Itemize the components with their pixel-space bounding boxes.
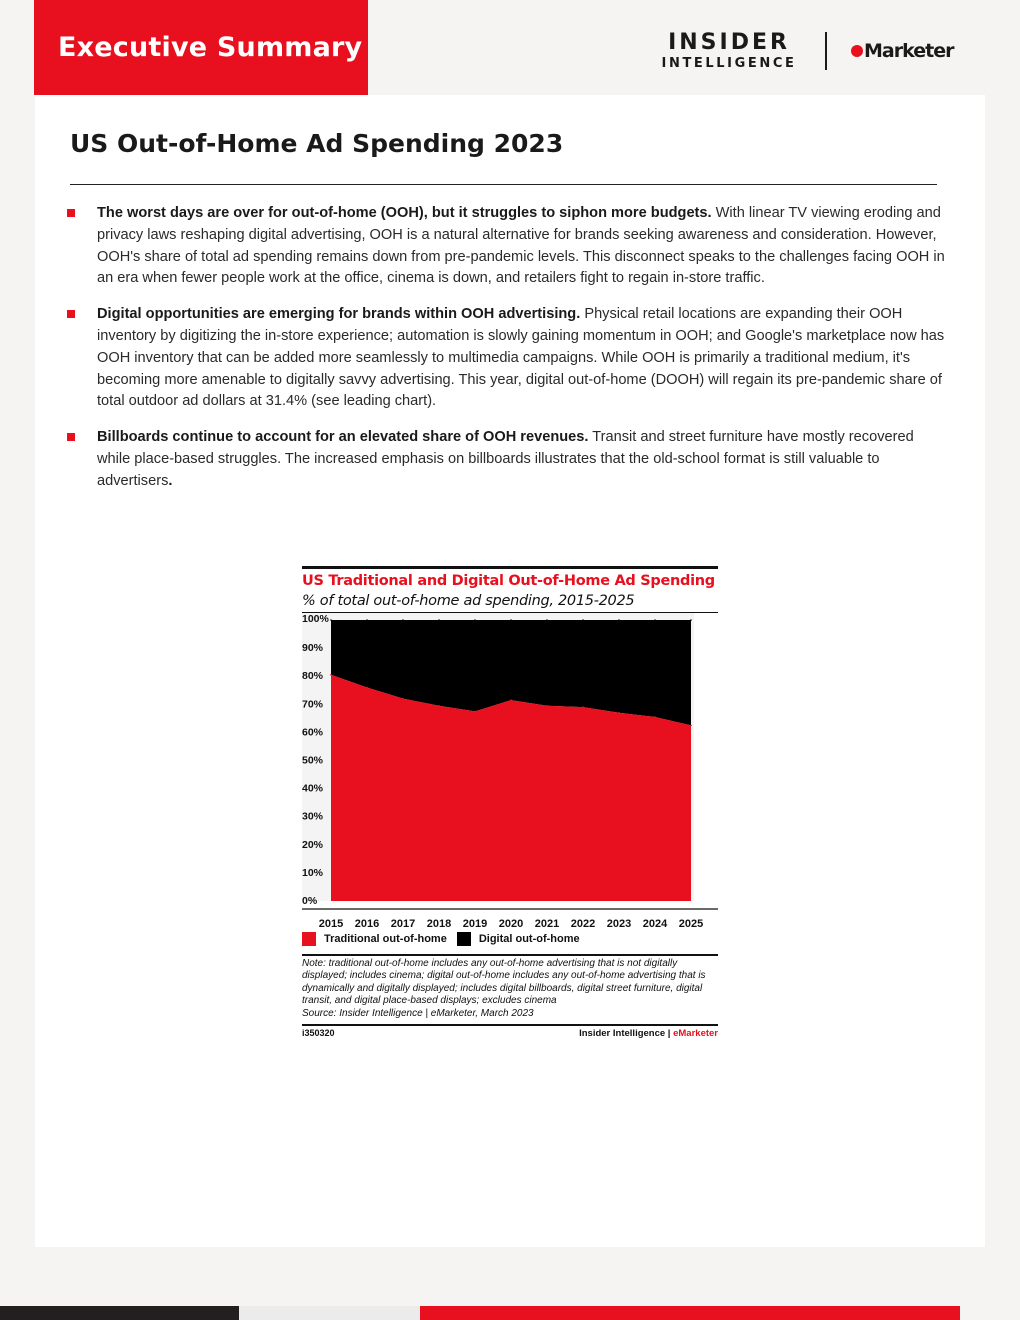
- y-tick-label: 50%: [302, 754, 324, 767]
- chart-credit: [579, 1028, 718, 1039]
- data-point-digital: [510, 619, 512, 621]
- x-tick-label: 2019: [462, 918, 488, 930]
- section-title: Executive Summary: [58, 32, 363, 63]
- chart-note-text: Note: traditional out-of-home includes any out-of-home advertising that is not digitally displayed; includes cinema; digital out-of-home includes any out-of-home advertising that is dynamically and digitally displayed; includes digital billboards, digital street furniture, digital transit, and digital place-based displays; excludes cinema: [302, 958, 706, 1007]
- bullet-heading: The worst days are over for out-of-home (OOH), but it struggles to siphon more budgets.: [97, 205, 712, 221]
- bullet-tail: .: [168, 472, 173, 489]
- x-tick-label: 2017: [390, 918, 416, 930]
- section-header-tab: [34, 0, 368, 95]
- bullet-item: [65, 427, 949, 492]
- data-point-traditional: [366, 687, 368, 689]
- note-top-rule: [302, 954, 718, 956]
- bullet-text: Transit and street furniture have mostly recovered while place-based struggles. The increased emphasis on billboards illustrates that the old-school format is still valuable to advertisers: [97, 429, 914, 489]
- footer-bar-dark: [0, 1306, 239, 1320]
- bullet-heading: Digital opportunities are emerging for brands within OOH advertising.: [97, 306, 581, 323]
- page-title: US Out-of-Home Ad Spending 2023: [70, 129, 564, 158]
- data-point-digital: [690, 619, 692, 621]
- y-tick-label: 80%: [302, 670, 324, 683]
- chart-figure: [302, 566, 718, 1041]
- y-tick-label: 40%: [302, 782, 324, 795]
- legend-label-digital: Digital out-of-home: [478, 933, 580, 945]
- x-tick-label: 2021: [534, 918, 560, 930]
- y-tick-label: 90%: [302, 642, 324, 655]
- data-point-traditional: [474, 711, 476, 713]
- bullet-item: [65, 304, 949, 413]
- title-divider: [70, 184, 937, 185]
- y-tick-label: 100%: [302, 613, 329, 625]
- data-point-digital: [654, 619, 656, 621]
- legend-swatch-digital: [457, 932, 471, 946]
- chart-title: US Traditional and Digital Out-of-Home Ad Spending: [302, 573, 715, 589]
- y-tick-label: 10%: [302, 866, 324, 879]
- bullet-heading: Billboards continue to account for an elevated share of OOH revenues.: [97, 429, 589, 446]
- insider-intelligence-logo: [656, 32, 802, 70]
- x-tick-label: 2020: [498, 918, 524, 930]
- data-point-traditional: [510, 699, 512, 701]
- chart-note: [302, 958, 718, 1020]
- chart-id: i350320: [302, 1028, 335, 1038]
- data-point-digital: [582, 619, 584, 621]
- chart-source-text: Source: Insider Intelligence | eMarketer, March 2023: [302, 1007, 534, 1019]
- data-point-traditional: [330, 674, 332, 676]
- emarketer-logo: [851, 40, 953, 62]
- chart-credit-left: Insider Intelligence |: [579, 1028, 674, 1039]
- bullet-text: With linear TV viewing eroding and privacy laws reshaping digital advertising, OOH is a natural alternative for brands seeking awareness and consideration. However, OOH's share of total ad spending remains down from pre-pandemic levels. This disconnect speaks to the challenges facing OOH in an era when fewer people work at the office, cinema is down, and retailers fight to regain in-store traffic.: [97, 205, 945, 287]
- footer-bar-red: [420, 1306, 960, 1320]
- logo-insider-line1: INSIDER: [668, 30, 790, 55]
- emarketer-wordmark: Marketer: [864, 40, 954, 62]
- data-point-digital: [330, 619, 332, 621]
- bullet-square-icon: [67, 433, 75, 441]
- legend-item-digital: [457, 932, 580, 946]
- x-tick-label: 2025: [678, 918, 704, 930]
- x-tick-label: 2022: [570, 918, 596, 930]
- data-point-digital: [438, 619, 440, 621]
- summary-bullets: [65, 203, 949, 507]
- chart-credit-emarketer: eMarketer: [673, 1028, 718, 1039]
- emarketer-dot-icon: [851, 45, 863, 57]
- chart-top-rule: [302, 566, 718, 569]
- x-tick-label: 2018: [426, 918, 452, 930]
- logo-divider: [825, 32, 827, 70]
- data-point-digital: [618, 619, 620, 621]
- area-chart: [302, 613, 718, 931]
- footer-bar-light: [239, 1306, 420, 1320]
- legend-label-traditional: Traditional out-of-home: [324, 933, 447, 945]
- logo-insider-line2: INTELLIGENCE: [661, 56, 797, 71]
- bullet-item: [65, 203, 949, 290]
- y-tick-label: 60%: [302, 726, 324, 739]
- legend-item-traditional: [302, 932, 447, 946]
- data-point-traditional: [654, 716, 656, 718]
- y-tick-label: 0%: [302, 895, 318, 907]
- x-tick-label: 2016: [354, 918, 380, 930]
- bullet-text: Physical retail locations are expanding their OOH inventory by digitizing the in-store experience; automation is slowly gaining momentum in OOH; and Google's marketplace now has OOH inventory that can be added more seamlessly to multimedia campaigns. While OOH is primarily a traditional medium, it's becoming more amenable to digitally savvy advertising. This year, digital out-of-home (DOOH) will regain its pre-pandemic share of total outdoor ad dollars at 31.4% (see leading chart).: [97, 306, 945, 410]
- data-point-traditional: [546, 705, 548, 707]
- data-point-traditional: [690, 725, 692, 727]
- x-tick-label: 2015: [318, 918, 344, 930]
- note-bottom-rule: [302, 1024, 718, 1026]
- y-tick-label: 20%: [302, 838, 324, 851]
- data-point-digital: [366, 619, 368, 621]
- page-content: [35, 95, 985, 1247]
- legend-swatch-traditional: [302, 932, 316, 946]
- data-point-traditional: [438, 705, 440, 707]
- chart-subtitle: % of total out-of-home ad spending, 2015-2025: [302, 593, 635, 609]
- bullet-square-icon: [67, 209, 75, 217]
- data-point-traditional: [402, 698, 404, 700]
- data-point-digital: [474, 619, 476, 621]
- data-point-traditional: [582, 706, 584, 708]
- data-point-digital: [546, 619, 548, 621]
- x-tick-label: 2024: [642, 918, 668, 930]
- x-tick-label: 2023: [606, 918, 632, 930]
- y-tick-label: 30%: [302, 810, 324, 823]
- bullet-square-icon: [67, 310, 75, 318]
- data-point-traditional: [618, 712, 620, 714]
- chart-legend: [302, 932, 590, 946]
- y-tick-label: 70%: [302, 698, 324, 711]
- data-point-digital: [402, 619, 404, 621]
